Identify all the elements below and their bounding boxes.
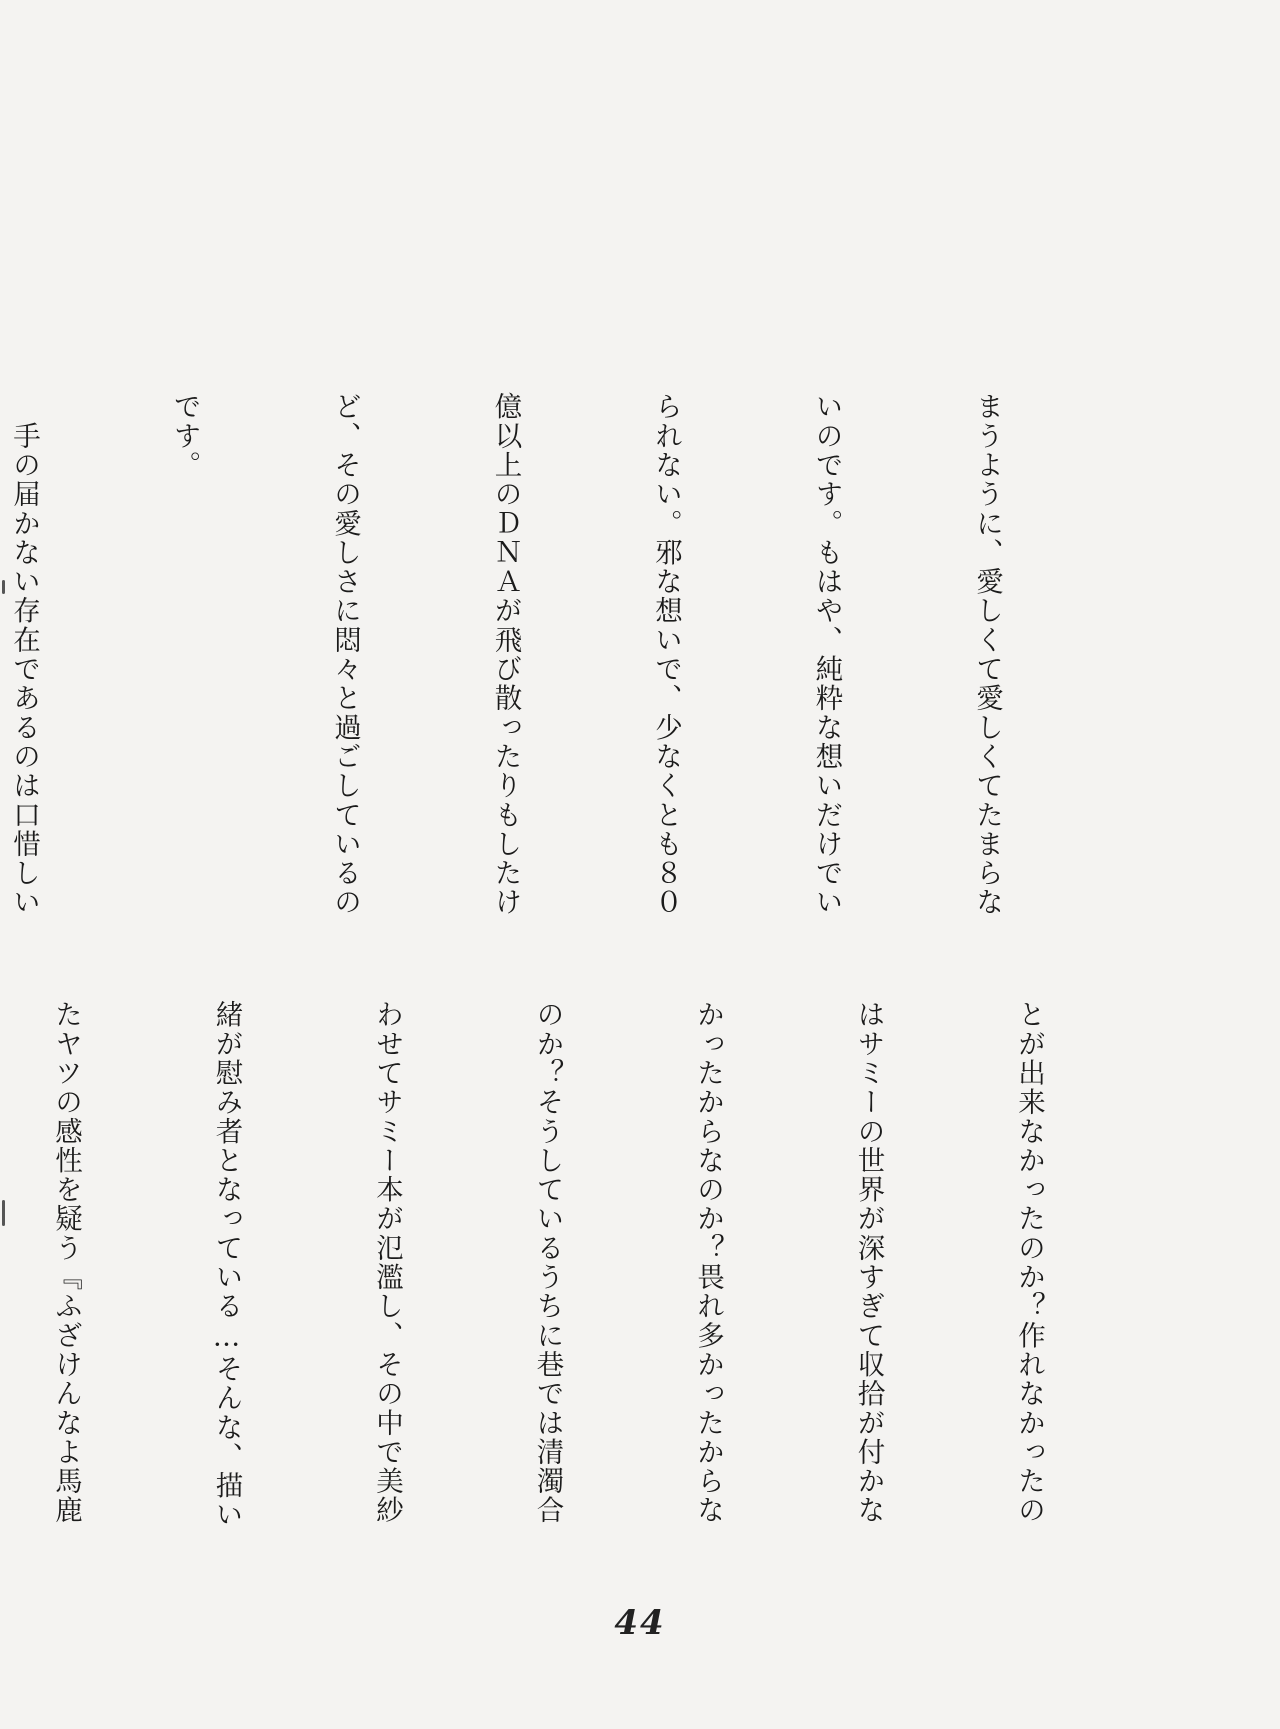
text-column: のか？そうしているうちに巷では清濁合 xyxy=(531,1000,564,1525)
binding-mark xyxy=(2,1200,5,1226)
text-column: とが出来なかったのか？作れなかったの xyxy=(1013,1000,1045,1525)
text-column: られない。邪な想いで、少なくとも８０ xyxy=(650,392,682,917)
text-column: まうように、愛しくて愛しくてたまらな xyxy=(971,392,1003,917)
page-number: 44 xyxy=(614,1603,666,1643)
text-column: 緒が慰み者となっている…そんな、描い xyxy=(210,1000,243,1530)
text-column: かったからなのか？畏れ多かったからな xyxy=(692,1000,724,1525)
text-column: わせてサミー本が氾濫し、その中で美紗 xyxy=(371,1000,403,1525)
text-column: はサミーの世界が深すぎて収拾が付かな xyxy=(852,1000,885,1525)
text-column: 手の届かない存在であるのは口惜しい xyxy=(8,392,40,917)
text-column: 億以上のＤＮＡが飛び散ったりもしたけ xyxy=(489,392,522,917)
upper-text-block xyxy=(0,392,1120,952)
lower-text-block xyxy=(0,1000,1162,1560)
text-column: です。 xyxy=(168,392,201,480)
text-column: たヤツの感性を疑う『ふざけんなよ馬鹿 xyxy=(50,1000,82,1525)
text-column: ど、その愛しさに悶々と過ごしているの xyxy=(329,392,361,917)
binding-mark xyxy=(2,580,5,594)
text-column: いのです。もはや、純粋な想いだけでい xyxy=(810,392,843,917)
